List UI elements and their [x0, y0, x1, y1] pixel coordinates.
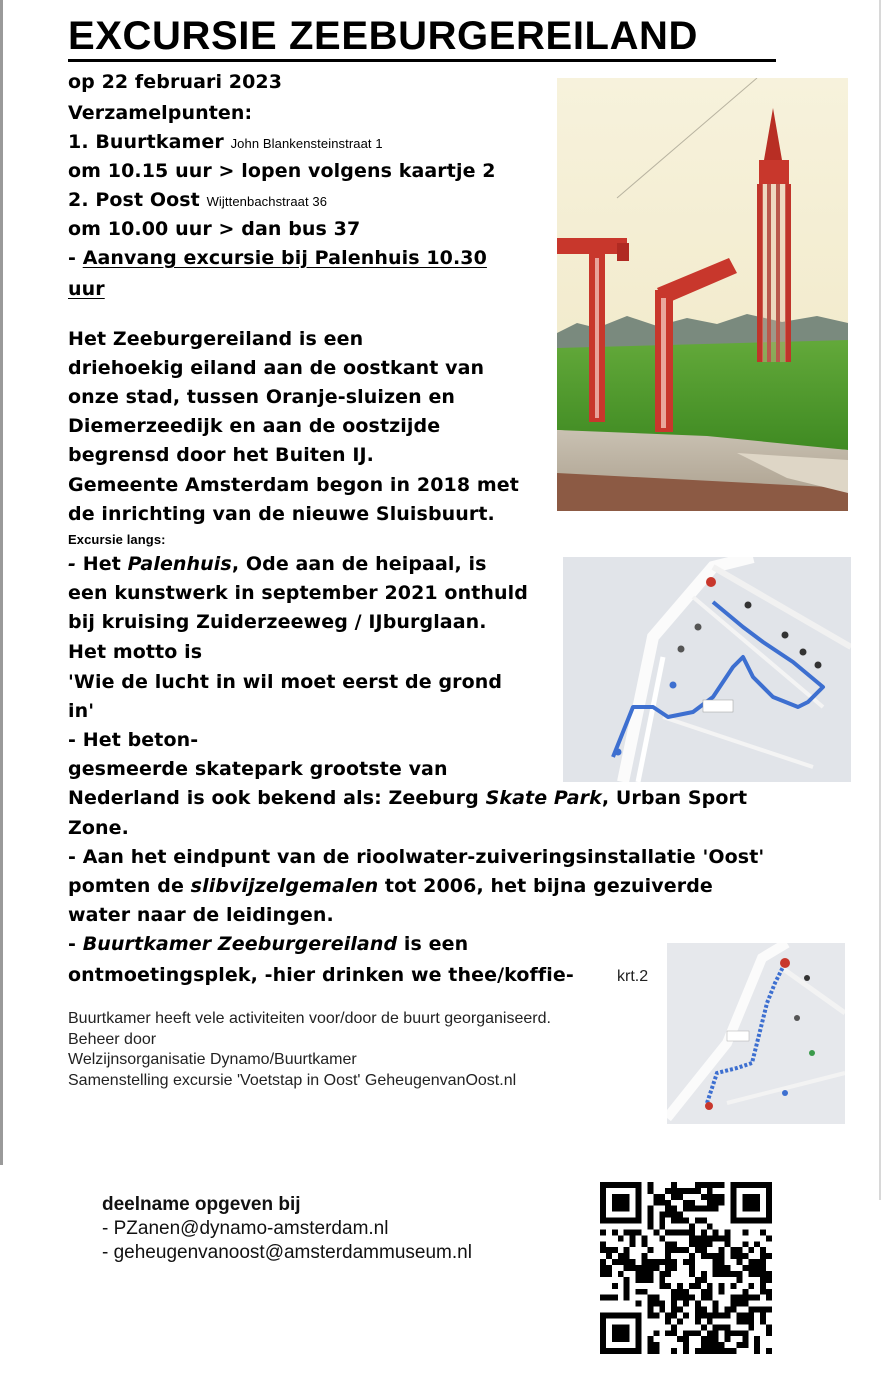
intro-line: onze stad, tussen Oranje-sluizen en — [68, 386, 456, 408]
palenhuis-line3: bij kruising Zuiderzeeweg / IJburglaan. — [68, 611, 487, 633]
left-border-line — [0, 0, 3, 1165]
riool-line2-post: tot 2006, het bijna gezuiverde — [378, 875, 713, 897]
palenhuis-dash: - — [68, 553, 83, 575]
riool-gemalen: slibvijzelgemalen — [190, 875, 379, 897]
meeting-point-2-label: 2. Post Oost — [68, 189, 200, 211]
page-title: EXCURSIE ZEEBURGEREILAND — [68, 14, 699, 58]
riool-line2 — [68, 875, 713, 897]
route-map-1 — [563, 557, 851, 782]
palenhuis-photo — [557, 78, 848, 511]
skatepark-name: Skate Park — [485, 787, 602, 809]
buurtkamer-rest: is een — [397, 933, 469, 955]
intro-line: Het Zeeburgereiland is een — [68, 328, 364, 350]
buurtkamer-dash: - — [68, 933, 83, 955]
route-map-2 — [667, 943, 845, 1124]
intro-line: driehoekig eiland aan de oostkant van — [68, 357, 485, 379]
skatepark-line2: gesmeerde skatepark grootste van — [68, 758, 448, 780]
start-text-line2: uur — [68, 278, 105, 300]
intro-line: de inrichting van de nieuwe Sluisbuurt. — [68, 503, 495, 525]
palenhuis-line4: Het motto is — [68, 641, 203, 663]
palenhuis-name: Palenhuis — [127, 553, 232, 575]
palenhuis-het: Het — [82, 553, 128, 575]
meeting-point-1 — [68, 131, 383, 153]
intro-line: Gemeente Amsterdam begon in 2018 met — [68, 474, 519, 496]
contact-email[interactable]: - geheugenvanoost@amsterdammuseum.nl — [102, 1242, 472, 1263]
date-line: op 22 februari 2023 — [68, 71, 283, 93]
qr-code[interactable] — [600, 1182, 772, 1354]
start-text: Aanvang excursie bij Palenhuis 10.30 — [82, 247, 487, 269]
skatepark-line3-pre: Nederland is ook bekend als: Zeeburg — [68, 787, 486, 809]
skatepark-line3-post: , Urban Sport — [601, 787, 748, 809]
palenhuis-line6: in' — [68, 700, 95, 722]
buurtkamer-line2: ontmoetingsplek, -hier drinken we thee/koffie- — [68, 964, 574, 986]
skatepark-line1: - Het beton- — [68, 729, 199, 751]
palenhuis-photo-drawing — [557, 78, 848, 511]
info-line: Welzijnsorganisatie Dynamo/Buurtkamer — [68, 1051, 357, 1068]
info-line: Samenstelling excursie 'Voetstap in Oost' GeheugenvanOost.nl — [68, 1072, 517, 1089]
riool-line2-pre: pomten de — [68, 875, 191, 897]
riool-line3: water naar de leidingen. — [68, 904, 334, 926]
contact-heading: deelname opgeven bij — [102, 1194, 301, 1215]
meeting-point-1-label: 1. Buurtkamer — [68, 131, 224, 153]
riool-line1: - Aan het eindpunt van de rioolwater-zuiveringsinstallatie 'Oost' — [68, 846, 765, 868]
buurtkamer-line1 — [68, 933, 468, 955]
palenhuis-line2: een kunstwerk in september 2021 onthuld — [68, 582, 528, 604]
intro-line: Diemerzeedijk en aan de oostzijde — [68, 415, 441, 437]
right-border-line — [879, 0, 881, 1200]
info-line: Buurtkamer heeft vele activiteiten voor/door de buurt georganiseerd. — [68, 1010, 551, 1027]
info-line: Beheer door — [68, 1031, 157, 1048]
excursie-langs-label: Excursie langs: — [68, 532, 166, 547]
meeting-point-1-time: om 10.15 uur > lopen volgens kaartje 2 — [68, 160, 496, 182]
contact-email[interactable]: - PZanen@dynamo-amsterdam.nl — [102, 1218, 389, 1239]
palenhuis-rest: , Ode aan de heipaal, is — [231, 553, 487, 575]
palenhuis-line5: 'Wie de lucht in wil moet eerst de grond — [68, 671, 503, 693]
intro-line: begrensd door het Buiten IJ. — [68, 444, 374, 466]
route-map-2-drawing — [667, 943, 845, 1124]
meeting-point-2-time: om 10.00 uur > dan bus 37 — [68, 218, 361, 240]
buurtkamer-name: Buurtkamer Zeeburgereiland — [82, 933, 398, 955]
meeting-point-2-address: Wijttenbachstraat 36 — [206, 194, 328, 209]
title-underline — [68, 59, 776, 62]
skatepark-line4: Zone. — [68, 817, 129, 839]
route-map-1-drawing — [563, 557, 851, 782]
map-reference: krt.2 — [617, 968, 649, 985]
palenhuis-line1 — [68, 553, 487, 575]
qr-code-pattern — [600, 1182, 772, 1354]
start-line — [68, 247, 487, 269]
skatepark-line3 — [68, 787, 747, 809]
meeting-point-2 — [68, 189, 327, 211]
start-dash: - — [68, 247, 83, 269]
meeting-point-1-address: John Blankensteinstraat 1 — [230, 136, 383, 151]
verzamelpunten-heading: Verzamelpunten: — [68, 102, 253, 124]
